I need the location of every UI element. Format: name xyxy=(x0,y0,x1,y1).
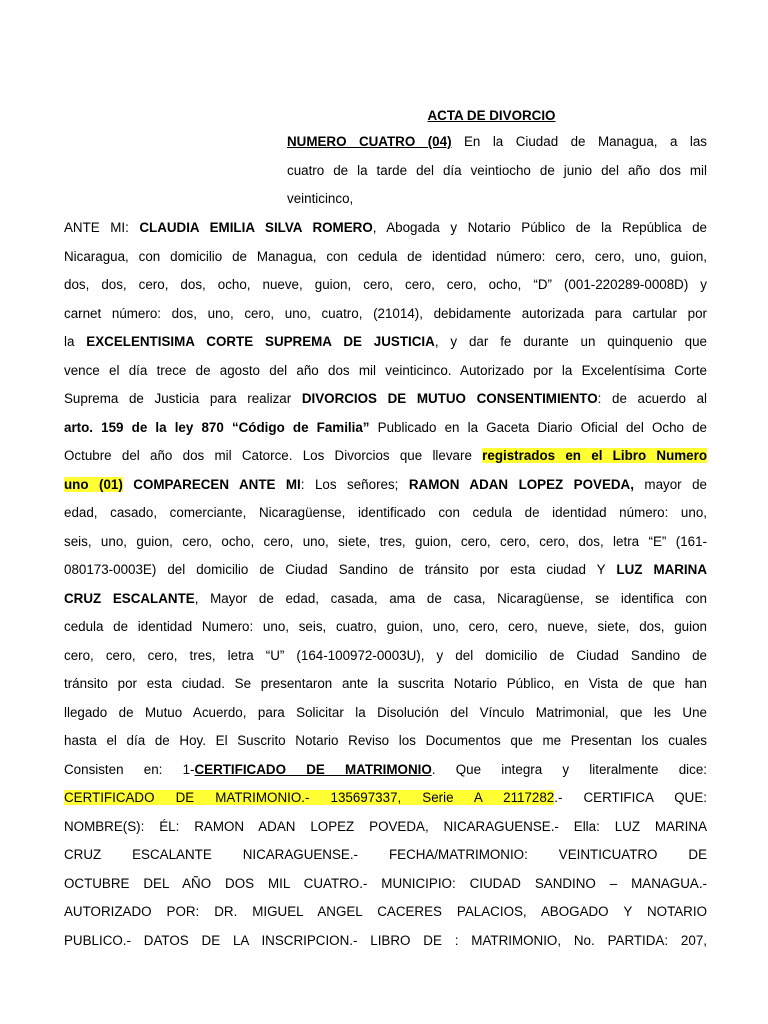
text-segment: edad, casado, comerciante, Nicaragüense, identificado con cedula de identidad número: uno, xyxy=(64,505,707,520)
text-segment: . Que integra y literalmente dice: xyxy=(431,762,707,777)
text-segment: 080173-0003E) del domicilio de Ciudad Sandino de tránsito por esta ciudad Y xyxy=(64,562,617,577)
bold-text: EXCELENTISIMA CORTE SUPREMA DE JUSTICIA xyxy=(86,334,435,349)
text-line xyxy=(64,276,707,294)
text-line xyxy=(64,248,707,266)
bold-text: arto. 159 de la ley 870 “Código de Familia” xyxy=(64,420,370,435)
text-segment: llegado de Mutuo Acuerdo, para Solicitar la Disolución del Vínculo Matrimonial, que les Une xyxy=(64,705,707,720)
text-line xyxy=(64,618,707,636)
text-segment: cedula de identidad Numero: uno, seis, cuatro, guion, uno, cero, cero, nueve, siete, dos, guion xyxy=(64,619,707,634)
text-line xyxy=(64,333,707,351)
text-line xyxy=(64,875,707,893)
text-line xyxy=(64,533,707,551)
text-line xyxy=(64,732,707,750)
highlighted-text: registrados en el Libro Numero xyxy=(482,448,707,463)
highlighted-text: uno (01) xyxy=(64,477,123,492)
text-line xyxy=(64,219,707,237)
text-line xyxy=(64,903,707,921)
bold-text: COMPARECEN ANTE MI xyxy=(122,477,301,492)
bold-text: DIVORCIOS DE MUTUO CONSENTIMIENTO xyxy=(301,391,598,406)
text-segment: NOMBRE(S): ÉL: RAMON ADAN LOPEZ POVEDA, NICARAGUENSE.- Ella: LUZ MARINA xyxy=(64,819,707,834)
bold-text: CERTIFICADO DE MATRIMONIO xyxy=(194,762,432,777)
text-segment: : de acuerdo al xyxy=(597,391,707,406)
text-segment: Suprema de Justicia para realizar xyxy=(64,391,302,406)
text-segment: seis, uno, guion, cero, ocho, cero, uno, siete, tres, guion, cero, cero, cero, dos, letra “E” (161- xyxy=(64,534,707,549)
text-line xyxy=(64,818,707,836)
text-segment: vence el día trece de agosto del año dos mil veinticinco. Autorizado por la Excelentísima Corte xyxy=(64,363,707,378)
text-segment: PUBLICO.- DATOS DE LA INSCRIPCION.- LIBRO DE : MATRIMONIO, No. PARTIDA: 207, xyxy=(64,933,707,948)
text-line xyxy=(64,362,707,380)
text-segment: Consisten en: 1- xyxy=(64,762,195,777)
highlighted-text: CERTIFICADO DE MATRIMONIO.- 135697337, Serie A 2117282 xyxy=(64,790,555,805)
text-segment: AUTORIZADO POR: DR. MIGUEL ANGEL CACERES PALACIOS, ABOGADO Y NOTARIO xyxy=(64,904,707,919)
text-segment: En la Ciudad de Managua, a las xyxy=(451,134,707,149)
text-segment: : Los señores; xyxy=(300,477,409,492)
text-segment: CRUZ ESCALANTE NICARAGUENSE.- FECHA/MATRIMONIO: VEINTICUATRO DE xyxy=(64,847,707,862)
bold-text: RAMON ADAN LOPEZ POVEDA, xyxy=(408,477,634,492)
text-segment: OCTUBRE DEL AÑO DOS MIL CUATRO.- MUNICIPIO: CIUDAD SANDINO – MANAGUA.- xyxy=(64,876,707,891)
text-segment: , Mayor de edad, casada, ama de casa, Nicaragüense, se identifica con xyxy=(194,591,707,606)
text-segment: cuatro de la tarde del día veintiocho de junio del año dos mil xyxy=(287,163,707,178)
text-line xyxy=(64,789,707,807)
text-line xyxy=(64,476,707,494)
bold-text: CRUZ ESCALANTE xyxy=(64,591,195,606)
text-segment: Publicado en la Gaceta Diario Oficial del Ocho de xyxy=(369,420,708,435)
text-line xyxy=(287,162,707,180)
text-segment: Nicaragua, con domicilio de Managua, con cedula de identidad número: cero, cero, uno, guion, xyxy=(64,249,707,264)
text-segment: carnet número: dos, uno, cero, uno, cuatro, (21014), debidamente autorizada para cartular por xyxy=(64,306,707,321)
text-segment: .- CERTIFICA QUE: xyxy=(554,790,707,805)
text-line xyxy=(287,133,707,151)
text-line xyxy=(64,305,707,323)
text-line xyxy=(287,190,707,208)
text-segment: , y dar fe durante un quinquenio que xyxy=(434,334,707,349)
text-line xyxy=(64,447,707,465)
text-segment: , Abogada y Notario Público de la República de xyxy=(372,220,708,235)
text-segment: tránsito por esta ciudad. Se presentaron ante la suscrita Notario Público, en Vista de que han xyxy=(64,676,707,691)
text-line xyxy=(64,647,707,665)
text-segment: hasta el día de Hoy. El Suscrito Notario Reviso los Documentos que me Presentan los cuales xyxy=(64,733,707,748)
text-segment: dos, dos, cero, dos, ocho, nueve, guion, cero, cero, cero, ocho, “D” (001-220289-0008D) y xyxy=(64,277,707,292)
bold-text: LUZ MARINA xyxy=(616,562,707,577)
text-line xyxy=(64,932,707,950)
text-segment: mayor de xyxy=(633,477,707,492)
text-segment: ANTE MI: xyxy=(64,220,140,235)
text-segment: veinticinco, xyxy=(287,191,354,206)
text-segment: cero, cero, cero, tres, letra “U” (164-100972-0003U), y del domicilio de Ciudad Sandino de xyxy=(64,648,707,663)
text-line xyxy=(64,675,707,693)
bold-text: CLAUDIA EMILIA SILVA ROMERO xyxy=(139,220,373,235)
text-line xyxy=(64,704,707,722)
text-line xyxy=(64,846,707,864)
text-line xyxy=(64,504,707,522)
text-segment: Octubre del año dos mil Catorce. Los Divorcios que llevare xyxy=(64,448,483,463)
text-segment: la xyxy=(64,334,87,349)
text-line xyxy=(64,561,707,579)
text-line xyxy=(64,761,707,779)
text-line xyxy=(64,390,707,408)
text-line xyxy=(64,419,707,437)
text-line xyxy=(64,590,707,608)
document-title: ACTA DE DIVORCIO xyxy=(427,108,556,123)
bold-text: NUMERO CUATRO (04) xyxy=(287,134,452,149)
